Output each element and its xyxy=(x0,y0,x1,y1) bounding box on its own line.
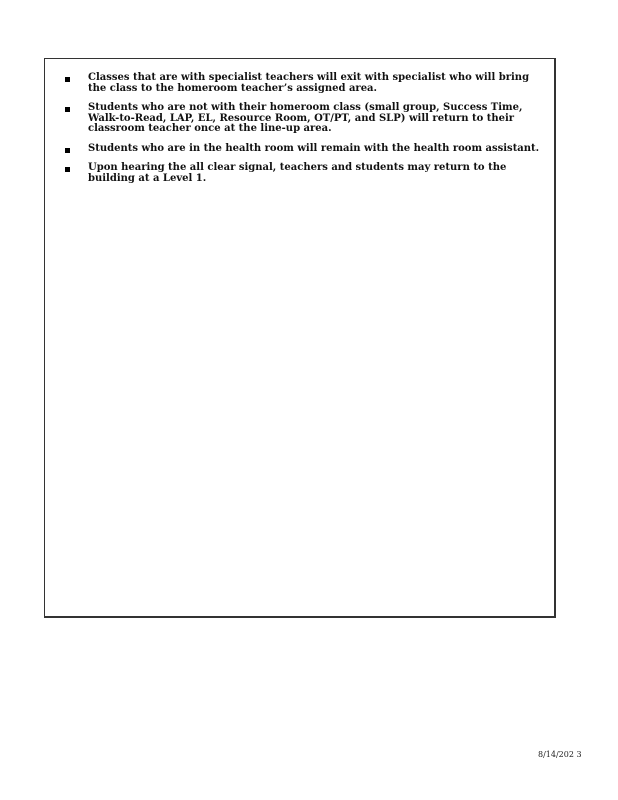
square-bullet-icon xyxy=(65,148,70,153)
bullet-text: Classes that are with specialist teachers will exit with specialist who will bring the class to the homeroom teacher’s assigned area. xyxy=(88,72,530,94)
bullet-text: Students who are in the health room will remain with the health room assistant. xyxy=(88,142,540,154)
bullet-text: Upon hearing the all clear signal, teachers and students may return to the building at a Level 1. xyxy=(88,162,507,184)
square-bullet-icon xyxy=(65,167,70,172)
square-bullet-icon xyxy=(65,77,70,82)
list-item xyxy=(65,103,547,135)
list-item xyxy=(65,73,547,94)
document-frame xyxy=(44,58,556,618)
square-bullet-icon xyxy=(65,107,70,112)
footer-date: 8/14/202 3 xyxy=(538,750,582,759)
list-item xyxy=(65,163,547,184)
bullet-text: Students who are not with their homeroom class (small group, Success Time, Walk-to-Read, LAP, EL, Resource Room, OT/PT, and SLP) will return to their classroom teacher once at the line-up area. xyxy=(88,102,523,134)
bullet-list xyxy=(65,73,547,193)
list-item xyxy=(65,144,547,155)
